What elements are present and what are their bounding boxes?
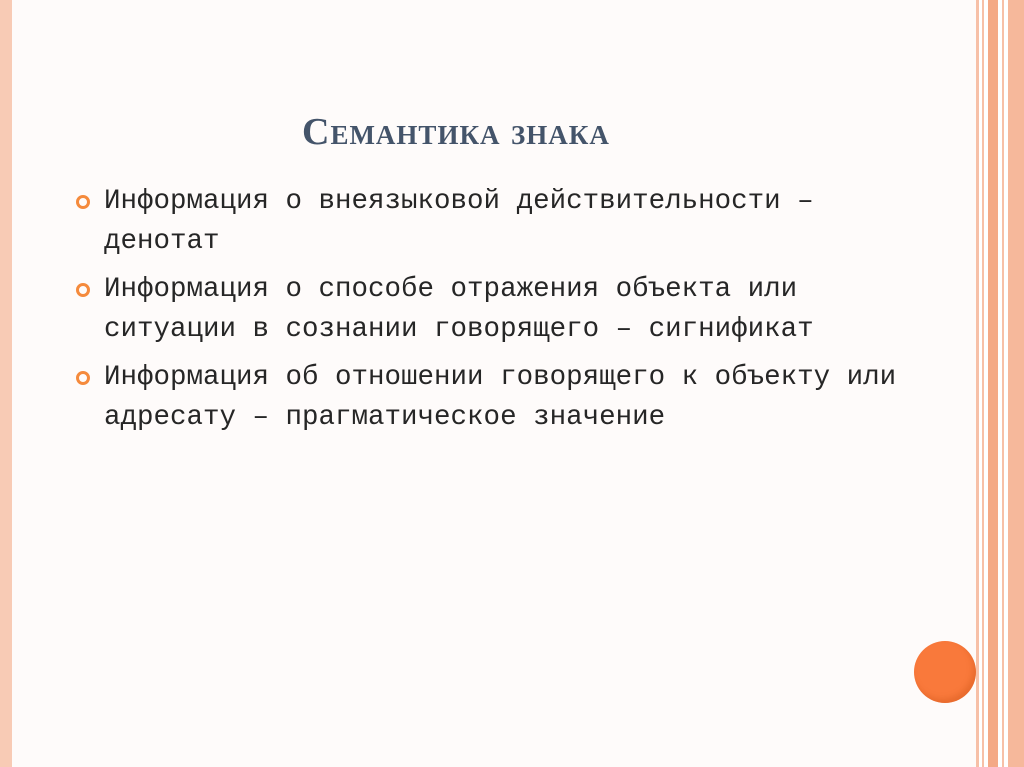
bullet-item [74, 182, 934, 262]
slide-title: Семантика знака [302, 111, 610, 153]
stripe [1002, 0, 1004, 767]
bullet-item [74, 358, 934, 438]
stripe [976, 0, 979, 767]
right-stripe-decoration [976, 0, 1024, 767]
content-panel [12, 0, 976, 767]
stripe [1008, 0, 1024, 767]
bullet-item [74, 270, 934, 350]
bullet-text: Информация о способе отражения объекта или ситуации в сознании говорящего – сигнификат [104, 274, 814, 345]
circle-bullet-icon [76, 371, 90, 385]
circle-bullet-icon [76, 195, 90, 209]
bullet-text: Информация о внеязыковой действительности – денотат [104, 186, 814, 257]
bullet-list [74, 182, 934, 446]
circle-bullet-icon [76, 283, 90, 297]
bullet-text: Информация об отношении говорящего к объекту или адресату – прагматическое значение [104, 362, 897, 433]
left-border-strip [0, 0, 12, 767]
stripe [982, 0, 984, 767]
stripe [988, 0, 998, 767]
orange-circle-icon [914, 641, 976, 703]
